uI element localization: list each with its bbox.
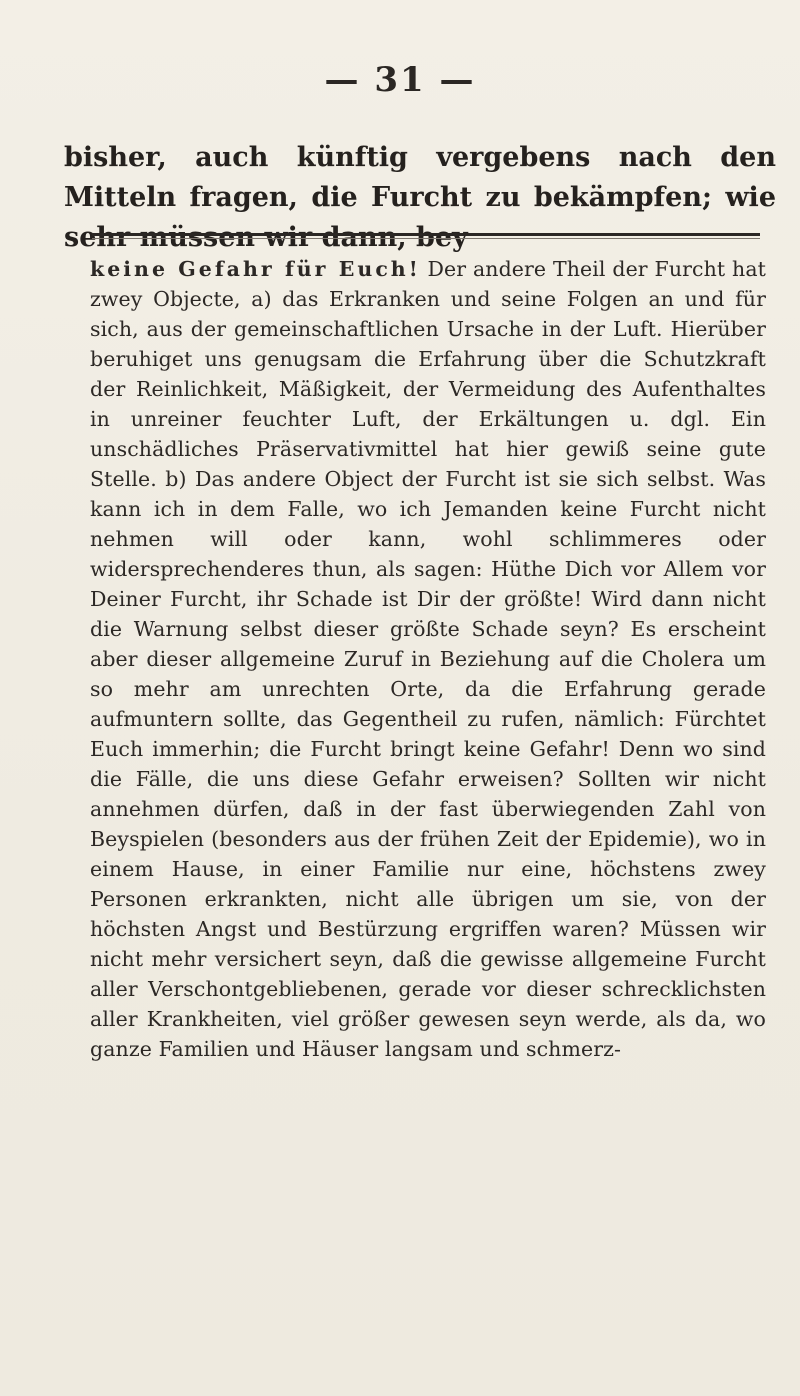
footnote-lead: keine Gefahr für Euch!	[90, 257, 421, 281]
footnote	[90, 254, 766, 1064]
footnote-divider-thin	[92, 238, 760, 239]
main-text-paragraph: bisher, auch künftig vergebens nach den Mitteln fragen, die Furcht zu bekämpfen; wie sehr müssen wir dann, bey	[64, 142, 776, 253]
page-number: — 31 —	[324, 60, 476, 100]
footnote-divider	[92, 233, 760, 236]
footnote-paragraph	[90, 254, 766, 1064]
main-text	[64, 138, 776, 258]
footnote-body: Der andere Theil der Furcht hat zwey Objecte, a) das Erkranken und seine Folgen an und für sich, aus der gemeinschaftlichen Ursache in der Luft. Hierüber beruhiget uns genugsam die Erfahrung über die Schutzkraft der Reinlichkeit, Mäßigkeit, der Vermeidung des Aufenthaltes in unreiner feuchter Luft, der Erkältungen u. dgl. Ein unschädliches Präservativmittel hat hier gewiß seine gute Stelle. b) Das andere Object der Furcht ist sie sich selbst. Was kann ich in dem Falle, wo ich Jemanden keine Furcht nicht nehmen will oder kann, wohl schlimmeres oder widersprechenderes thun, als sagen: Hüthe Dich vor Allem vor Deiner Furcht, ihr Schade ist Dir der größte! Wird dann nicht die Warnung selbst dieser größte Schade seyn? Es erscheint aber dieser allgemeine Zuruf in Beziehung auf die Cholera um so mehr am unrechten Orte, da die Erfahrung gerade aufmuntern sollte, das Gegentheil zu rufen, nämlich: Fürchtet Euch immerhin; die Furcht bringt keine Gefahr! Denn wo sind die Fälle, die uns diese Gefahr erweisen? Sollten wir nicht annehmen dürfen, daß in der fast überwiegenden Zahl von Beyspielen (besonders aus der frühen Zeit der Epidemie), wo in einem Hause, in einer Familie nur eine, höchstens zwey Personen erkrankten, nicht alle übrigen um sie, von der höchsten Angst und Bestürzung ergriffen waren? Müssen wir nicht mehr versichert seyn, daß die gewisse allgemeine Furcht aller Verschontgebliebenen, gerade vor dieser schrecklichsten aller Krankheiten, viel größer gewesen seyn werde, als da, wo ganze Familien und Häuser langsam und schmerz-	[90, 257, 766, 1061]
